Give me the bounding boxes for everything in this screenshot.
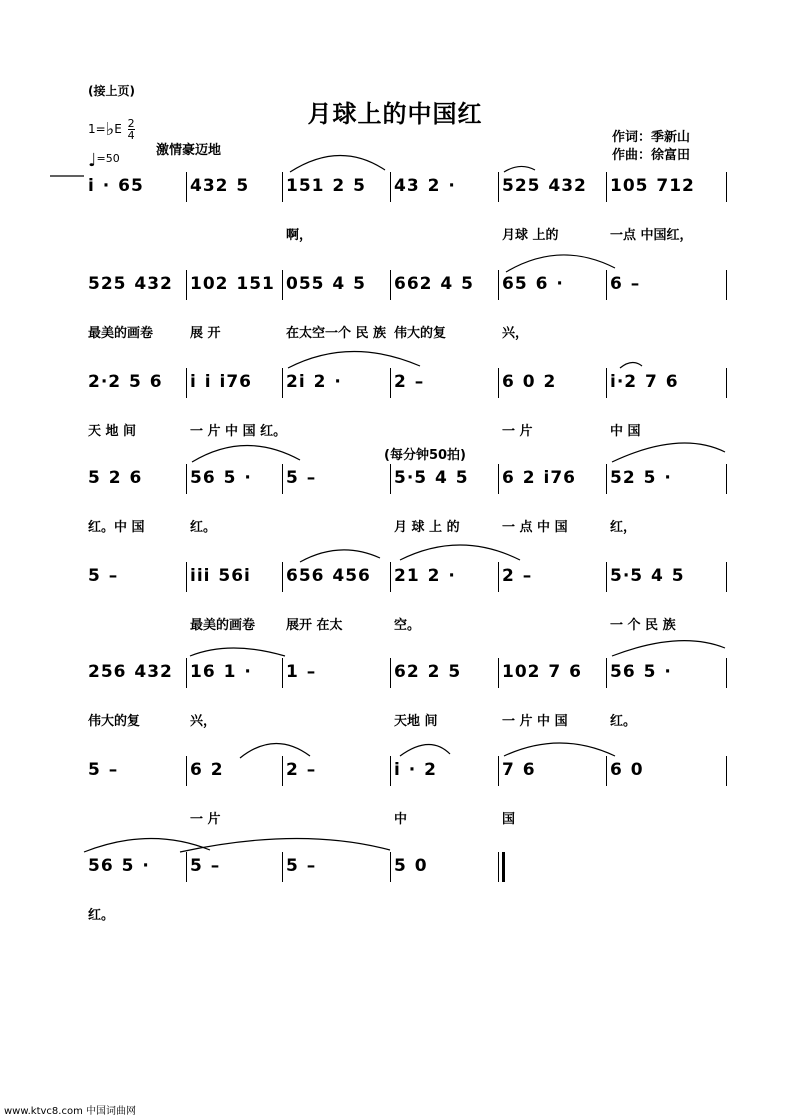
measure-notes: 5·5 4 5 (610, 566, 685, 586)
measure-notes: 1 – (286, 662, 317, 682)
measure-notes: iii 56i (190, 566, 251, 586)
measure-lyrics: 一 片 中 国 红。 (190, 424, 287, 439)
measure-notes: 56 5 · (610, 662, 672, 682)
measure-lyrics: 月球 上的 (502, 228, 559, 243)
measure-notes: 56 5 · (190, 468, 252, 488)
measure-notes: 5 – (88, 760, 119, 780)
measure-notes: 2·2 5 6 (88, 372, 163, 392)
measure-notes: 62 2 5 (394, 662, 462, 682)
measure-notes: 5 2 6 (88, 468, 143, 488)
measure-lyrics: 天地 间 (394, 714, 438, 729)
measure-notes: 6 0 (610, 760, 644, 780)
measure-notes: 6 2 i76 (502, 468, 576, 488)
measure-lyrics: 一 个 民 族 (610, 618, 676, 633)
measure-lyrics: 在太空一个 民 族 (286, 326, 387, 341)
measure-lyrics: 展开 在太 (286, 618, 343, 633)
quarter-note-icon: ♩ (88, 150, 97, 171)
measure-notes: i · 65 (88, 176, 144, 196)
measure-lyrics: 啊， (286, 228, 313, 243)
measure-notes: 43 2 · (394, 176, 456, 196)
measure-notes: 105 712 (610, 176, 695, 196)
measure-lyrics: 中 国 (610, 424, 641, 439)
measure-notes: 16 1 · (190, 662, 252, 682)
measure-lyrics: 国 (502, 812, 516, 827)
measure-lyrics: 一点 中国红， (610, 228, 693, 243)
measure-notes: 7 6 (502, 760, 536, 780)
site-footer: www.ktvc8.com 中国词曲网 (4, 1106, 137, 1117)
measure-lyrics: 一 片 (502, 424, 533, 439)
measure-notes: i i i76 (190, 372, 252, 392)
measure-notes: 56 5 · (88, 856, 150, 876)
measure-notes: 6 0 2 (502, 372, 557, 392)
flat-icon: ♭ (105, 119, 115, 140)
measure-lyrics: 中 (394, 812, 408, 827)
key-prefix: 1= (88, 122, 106, 136)
measure-notes: 6 – (610, 274, 641, 294)
measure-notes: 432 5 (190, 176, 250, 196)
measure-lyrics: 一 片 中 国 (502, 714, 568, 729)
measure-lyrics: 空。 (394, 618, 421, 633)
measure-notes: 5 – (286, 468, 317, 488)
measure-notes: 055 4 5 (286, 274, 366, 294)
measure-notes: 102 7 6 (502, 662, 582, 682)
measure-lyrics: 一 片 (190, 812, 221, 827)
measure-notes: 5 – (190, 856, 221, 876)
measure-lyrics: 红。 (190, 520, 217, 535)
composer-credit: 作曲：徐富田 (612, 148, 691, 163)
measure-lyrics: 最美的画卷 (190, 618, 256, 633)
measure-notes: 21 2 · (394, 566, 456, 586)
tempo-change: (每分钟50拍) (384, 448, 466, 463)
performance-style: 激情豪迈地 (156, 143, 222, 158)
measure-lyrics: 伟大的复 (394, 326, 447, 341)
measure-lyrics: 一 点 中 国 (502, 520, 568, 535)
time-top: 2 (127, 117, 135, 130)
measure-notes: 2 – (286, 760, 317, 780)
key-letter: E (114, 122, 122, 136)
measure-lyrics: 兴， (190, 714, 217, 729)
measure-notes: 2i 2 · (286, 372, 342, 392)
measure-notes: 52 5 · (610, 468, 672, 488)
measure-lyrics: 天 地 间 (88, 424, 137, 439)
measure-notes: 65 6 · (502, 274, 564, 294)
measure-notes: 5 – (286, 856, 317, 876)
measure-notes: 102 151 (190, 274, 275, 294)
measure-lyrics: 最美的画卷 (88, 326, 154, 341)
tempo-value: =50 (96, 152, 120, 165)
measure-notes: i · 2 (394, 760, 437, 780)
measure-lyrics: 月 球 上 的 (394, 520, 460, 535)
measure-notes: 256 432 (88, 662, 173, 682)
time-bottom: 4 (127, 129, 135, 142)
measure-notes: i·2 7 6 (610, 372, 679, 392)
lyricist-credit: 作词：季新山 (612, 130, 691, 145)
measure-notes: 5 0 (394, 856, 428, 876)
measure-notes: 525 432 (502, 176, 587, 196)
measure-notes: 5 – (88, 566, 119, 586)
measure-lyrics: 伟大的复 (88, 714, 141, 729)
song-title: 月球上的中国红 (307, 100, 483, 128)
measure-notes: 151 2 5 (286, 176, 366, 196)
measure-notes: 6 2 (190, 760, 224, 780)
measure-lyrics: 兴， (502, 326, 529, 341)
measure-notes: 2 – (502, 566, 533, 586)
measure-lyrics: 红， (610, 520, 637, 535)
measure-lyrics: 红。 (610, 714, 637, 729)
measure-notes: 5·5 4 5 (394, 468, 469, 488)
measure-notes: 662 4 5 (394, 274, 474, 294)
measure-lyrics: 红。 (88, 908, 115, 923)
measure-notes: 525 432 (88, 274, 173, 294)
measure-lyrics: 展 开 (190, 326, 221, 341)
continued-label: (接上页) (88, 84, 135, 98)
measure-notes: 2 – (394, 372, 425, 392)
measure-lyrics: 红。中 国 (88, 520, 145, 535)
measure-notes: 656 456 (286, 566, 371, 586)
